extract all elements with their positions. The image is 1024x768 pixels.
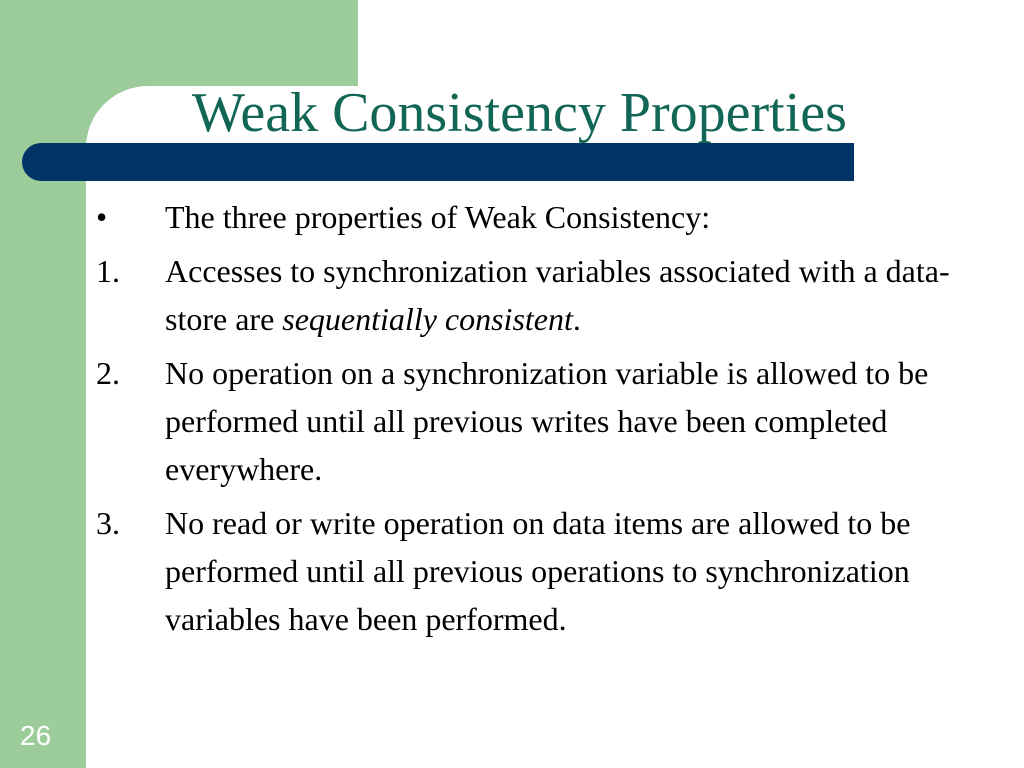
list-item-text (165, 253, 950, 337)
slide-number: 26 (20, 720, 52, 751)
list-marker: 1. (96, 253, 120, 289)
slide-title: Weak Consistency Properties (192, 82, 847, 144)
list-item (96, 193, 1011, 241)
title-underline-bar (22, 143, 854, 181)
list-item (96, 247, 1011, 343)
list-item-text: The three properties of Weak Consistency: (165, 199, 711, 235)
list-item (96, 499, 1011, 643)
list-marker: 3. (96, 505, 120, 541)
list-marker: 2. (96, 355, 120, 391)
bullet-list (96, 193, 1011, 649)
emphasis-text: sequentially consistent (282, 301, 573, 337)
list-item (96, 349, 1011, 493)
list-item-text: No operation on a synchronization variable is allowed to be performed until all previous writes have been completed everywhere. (165, 355, 929, 487)
list-item-text-part: Accesses to synchronization variables associated with a data-store are (165, 253, 950, 337)
list-item-text: No read or write operation on data items are allowed to be performed until all previous operations to synchronization variables have been performed. (165, 505, 911, 637)
list-item-text-part: . (572, 301, 581, 337)
list-marker: • (96, 199, 108, 235)
